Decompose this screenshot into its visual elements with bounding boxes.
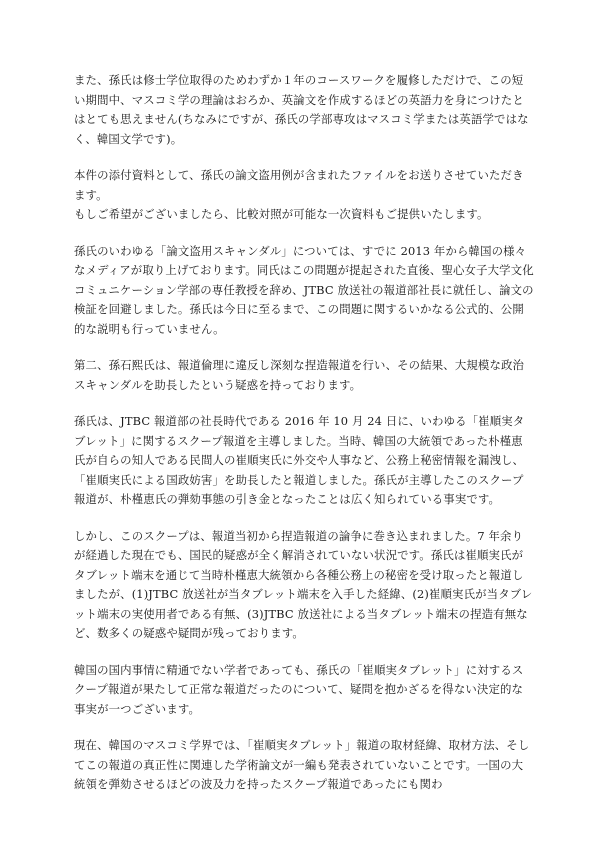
paragraph-7: 韓国の国内事情に精通でない学者であっても、孫氏の「崔順実タブレット」に対するスクープ報道が果たして正常な報道だったのについて、疑問を抱かざるを得ない決定的な事実が一つございます。 (74, 662, 524, 716)
paragraph-2: 本件の添付資料として、孫氏の論文盗用例が含まれたファイルをお送りさせていただきます。 もしご希望がございましたら、比較対照が可能な一次資料もご提供いたします。 (74, 168, 524, 221)
paragraph-4: 第二、孫石熙氏は、報道倫理に違反し深刻な捏造報道を行い、その結果、大規模な政治スキャンダルを助長したという疑惑を持っております。 (74, 358, 525, 392)
paragraph-5: 孫氏は、JTBC 報道部の社長時代である 2016 年 10 月 24 日に、いわゆる「崔順実タブレット」に関するスクープ報道を主導しました。当時、韓国の大統領であった朴槿恵氏が自らの知人である民間人の崔順実氏に外交や人事など、公務上秘密情報を漏洩し、「崔順実氏による国政妨害」を助長したと報道しました。孫氏が主導したこのスクープ報道が、朴槿恵氏の弾劾事態の引き金となったことは広く知られている事実です。 (74, 414, 525, 506)
paragraph-1: また、孫氏は修士学位取得のためわずか１年のコースワークを履修しただけで、この短い期間中、マスコミ学の理論はおろか、英論文を作成するほどの英語力を身につけたとはとても思えません(ちなみにですが、孫氏の学部専攻はマスコミ学または英語学ではなく、韓国文学です)。 (74, 73, 529, 146)
paragraph-8: 現在、韓国のマスコミ学界では、「崔順実タブレット」報道の取材経緯、取材方法、そしてこの報道の真正性に関連した学術論文が一編も発表されていないことです。一国の大統領を弾劾させるほどの波及力を持ったスクープ報道であったにも関わ (74, 738, 530, 791)
document-body (74, 71, 534, 795)
paragraph-3: 孫氏のいわゆる「論文盗用スキャンダル」については、すでに 2013 年から韓国の様々なメディアが取り上げております。同氏はこの問題が提起された直後、聖心女子大学文化コミュニケーション学部の専任教授を辞め、JTBC 放送社の報道部社長に就任し、論文の検証を回避しました。孫氏は今日に至るまで、この問題に関するいかなる公式的、公開的な説明も行っていません。 (74, 243, 534, 336)
paragraph-6: しかし、このスクープは、報道当初から捏造報道の論争に巻き込まれました。7 年余りが経過した現在でも、国民的疑惑が全く解消されていない状況です。孫氏は崔順実氏がタブレット端末を通じて当時朴槿恵大統領から各種公務上の秘密を受け取ったと報道しましたが、(1)JTBC 放送社が当タブレット端末を入手した経緯、(2)崔順実氏が当タブレット端末の実使用者である有無、(3)JTBC 放送社による当タブレット端末の捏造有無など、数多くの疑惑や疑問が残っております。 (74, 528, 533, 640)
